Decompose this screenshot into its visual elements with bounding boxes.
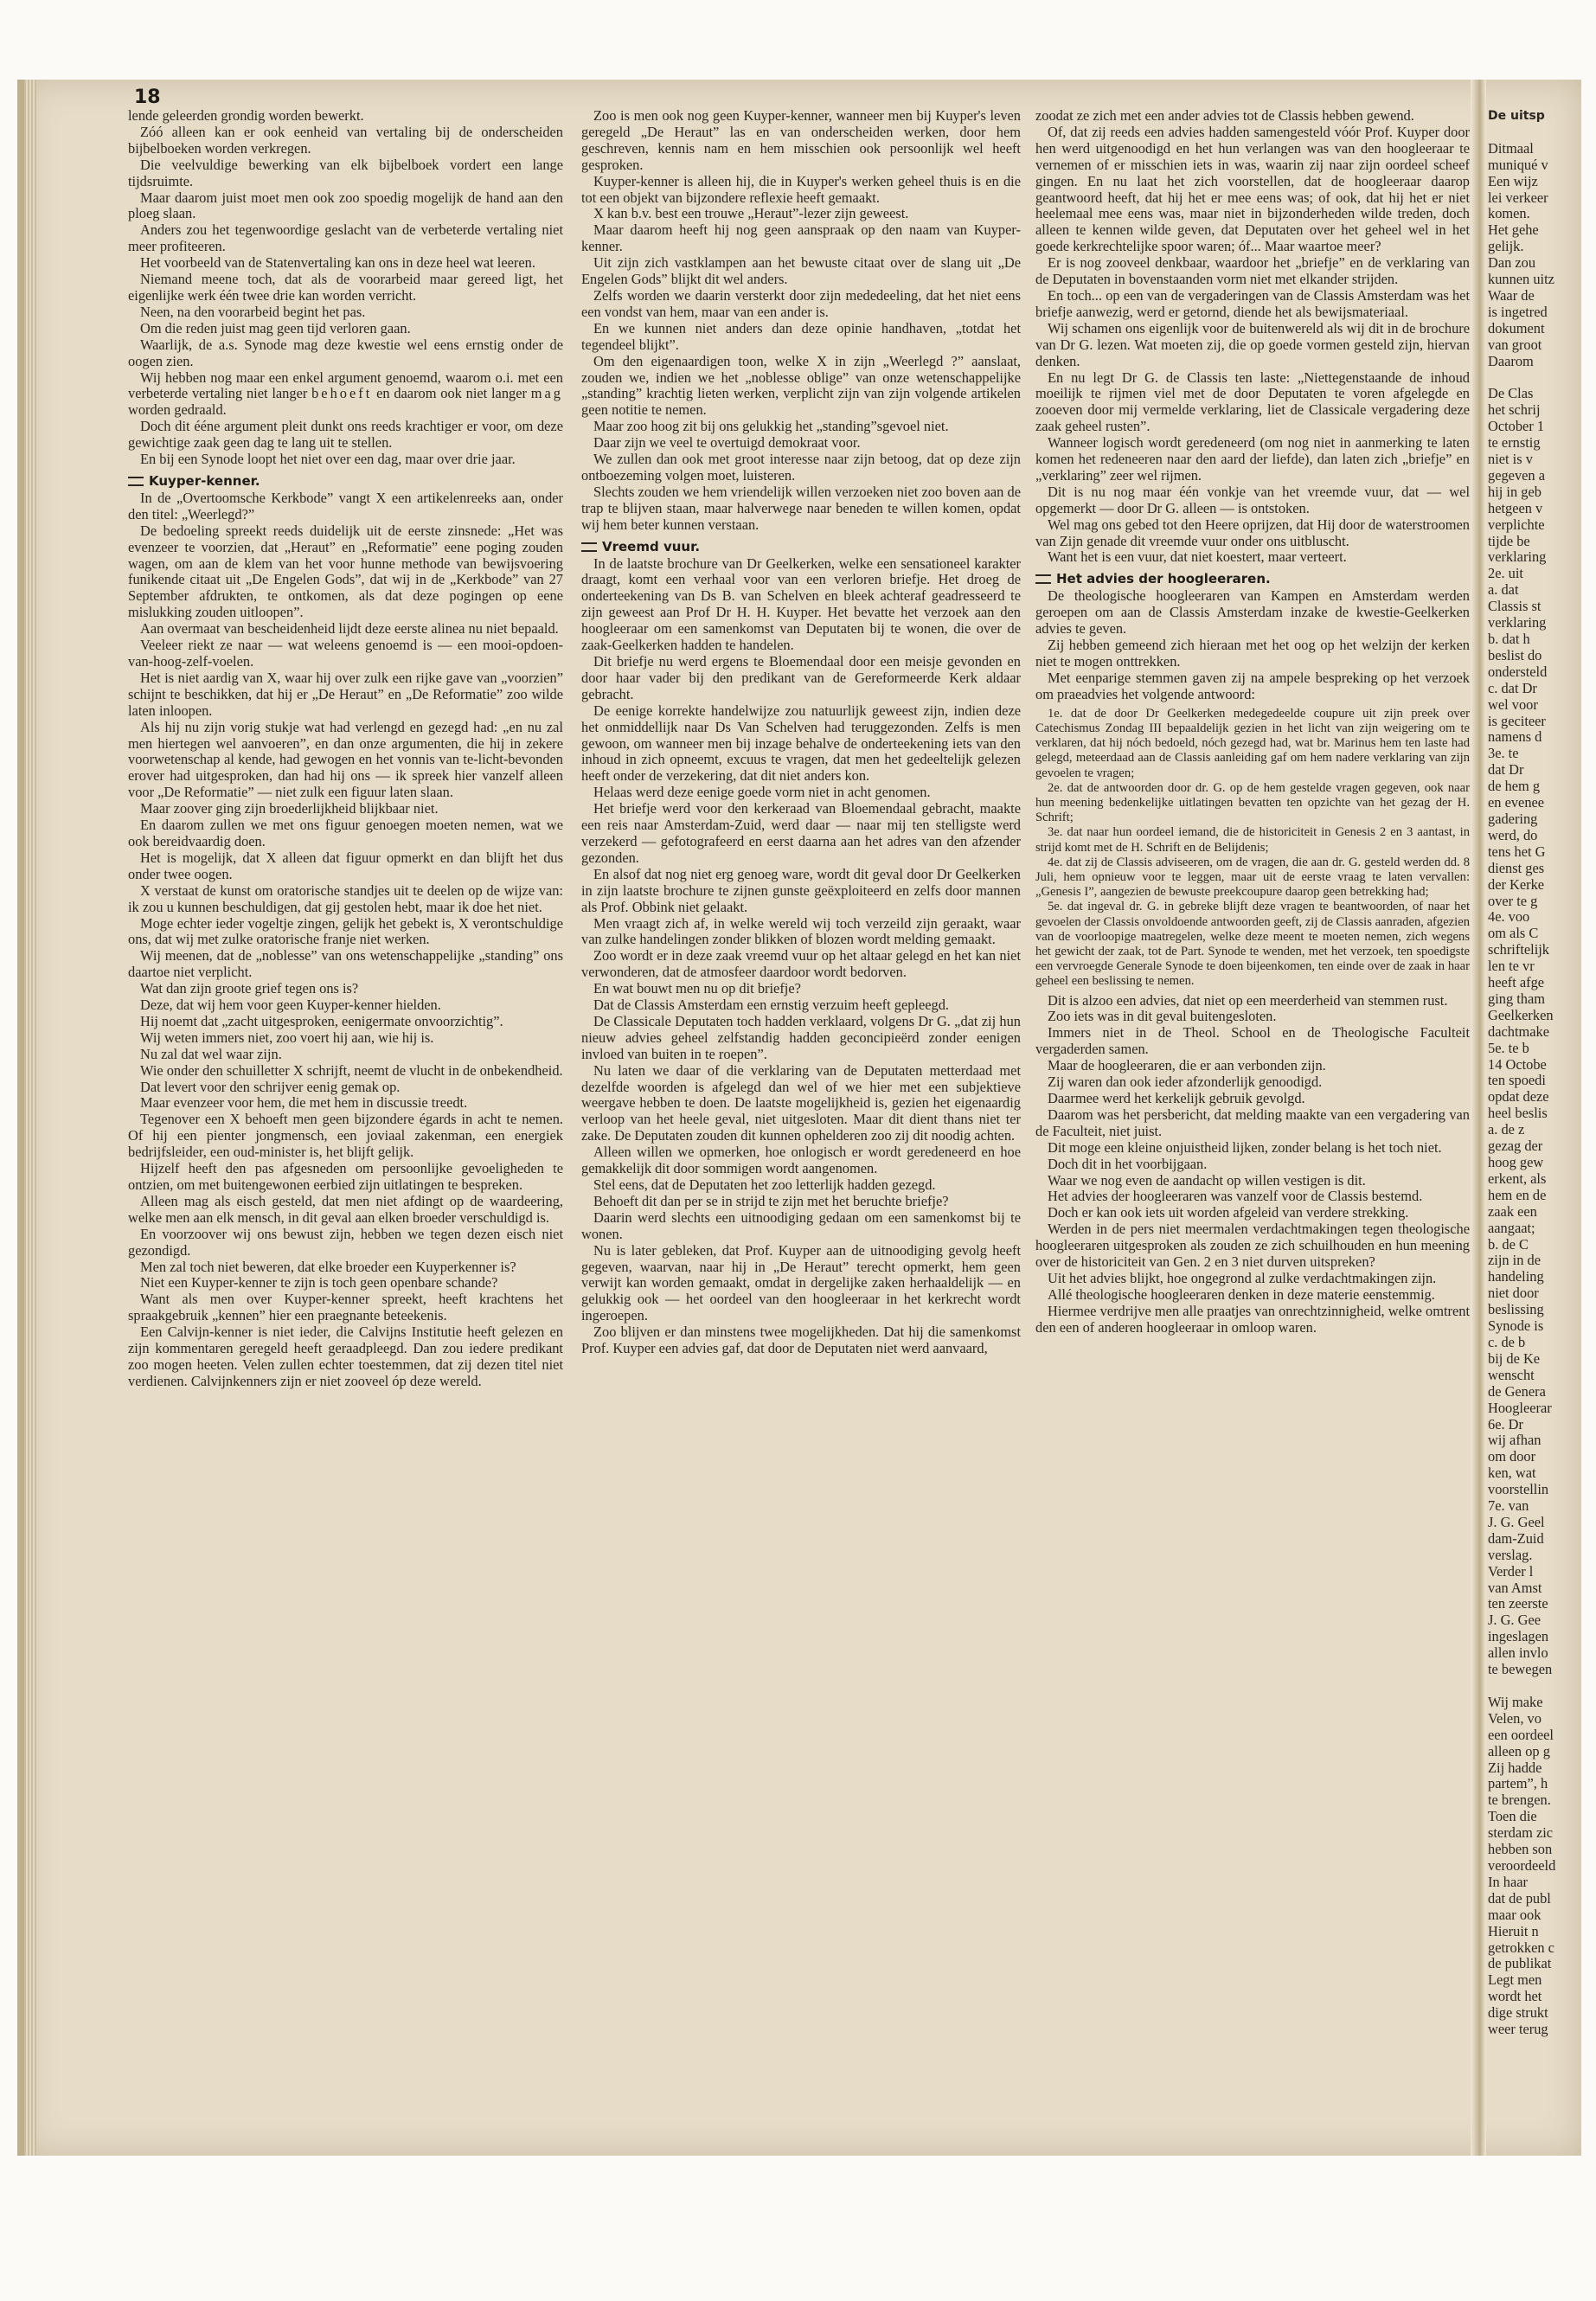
paragraph: Niemand meene toch, dat als de voorarbeid maar gereed ligt, het eigenlijke werk één twee drie kan worden verricht. [128, 271, 563, 304]
cropped-line: lei verkeer [1488, 189, 1548, 206]
section-heading [128, 473, 563, 489]
cropped-line: J. G. Gee [1488, 1612, 1541, 1629]
cropped-line: de publikat [1488, 1955, 1552, 1972]
cropped-line: ging tham [1488, 990, 1546, 1007]
column-3 [1035, 108, 1470, 1336]
spaced-emphasis: behoeft [311, 385, 373, 402]
cropped-line: Synode is [1488, 1317, 1544, 1335]
cropped-line: van groot [1488, 336, 1542, 353]
cropped-line: het schrij [1488, 401, 1541, 419]
cropped-line: werd, do [1488, 826, 1538, 843]
paragraph: Wel mag ons gebed tot den Heere oprijzen, dat Hij door de waterstroomen van Zijn genade dit vreemde vuur onder ons uitbluscht. [1035, 516, 1470, 549]
cropped-line: om door [1488, 1448, 1536, 1465]
cropped-line: verslag. [1488, 1546, 1533, 1563]
cropped-line: heel beslis [1488, 1105, 1548, 1122]
cropped-line: maar ook [1488, 1906, 1542, 1923]
paragraph: Slechts zouden we hem vriendelijk willen verzoeken niet zoo boven aan de trap te blijven staan, maar halverwege naar beneden te willen komen, opdat wij hem beter kunnen verstaan. [581, 483, 1021, 533]
cropped-line: Zij hadde [1488, 1759, 1542, 1776]
paragraph: Zoo is men ook nog geen Kuyper-kenner, wanneer men bij Kuyper's leven geregeld „De Heraut” las en van onderscheiden werken, door hem geschreven, kennis nam en hem misschien ook persoonlijk wel heeft gesproken. [581, 107, 1021, 173]
cropped-line: aangaat; [1488, 1219, 1535, 1236]
cropped-line: hij in geb [1488, 483, 1542, 500]
paragraph: De eenige korrekte handelwijze zou natuurlijk geweest zijn, indien deze het onmiddellijk naar Ds Van Schelven had teruggezonden. Zelfs is men gewoon, om wanneer men bij inzage behalve de onderteekening iets van den inhoud in zich opneemt, excuus te vragen, dat men het gedeeltelijk gelezen heeft onder de verzekering, dat dit niet anders kon. [581, 702, 1021, 785]
paragraph: Nu zal dat wel waar zijn. [140, 1045, 282, 1062]
paragraph: Maar zoo hoog zit bij ons gelukkig het „standing”sgevoel niet. [593, 418, 949, 435]
quote-item: 2e. dat de antwoorden door dr. G. op de hem gestelde vragen gegeven, ook naar hun meening bedenkelijke uitlatingen bevatten ten opzichte van het gezag der H. Schrift; [1035, 780, 1470, 825]
cropped-line: Het gehe [1488, 221, 1539, 239]
paragraph: Aan overmaat van bescheidenheid lijdt deze eerste alinea nu niet bepaald. [140, 620, 559, 638]
cropped-line: niet is v [1488, 451, 1533, 468]
paragraph: Dit is nu nog maar één vonkje van het vreemde vuur, dat — wel opgemerkt — door Dr G. alleen — is ontstoken. [1035, 483, 1470, 516]
cropped-line: wenscht [1488, 1366, 1535, 1383]
text-run: Wij hebben nog maar een enkel argument genoemd, waarom o.i. met een verbeterde vertaling niet langer [128, 369, 563, 402]
paragraph: Wat dan zijn groote grief tegen ons is? [140, 980, 359, 997]
paragraph: Waar we nog even de aandacht op willen vestigen is dit. [1048, 1171, 1366, 1189]
paragraph: Moge echter ieder vogeltje zingen, gelijk het gebekt is, X verontschuldige ons, dat wij met zulke oratorische franje niet werken. [128, 914, 563, 948]
cropped-line: beslist do [1488, 646, 1542, 663]
paragraph: Maar de hoogleeraren, die er aan verbonden zijn. [1048, 1057, 1326, 1074]
paragraph: Die veelvuldige bewerking van elk bijbelboek vordert een lange tijdsruimte. [128, 156, 563, 189]
paragraph: Immers niet in de Theol. School en de Theologische Faculteit vergaderden samen. [1035, 1024, 1470, 1058]
paragraph: Wij schamen ons eigenlijk voor de buitenwereld als wij dit in de brochure van Dr G. lezen. Wat moeten zij, die op goede vormen gesteld zijn, hiervan denken. [1035, 319, 1470, 369]
cropped-line: a. de z [1488, 1121, 1525, 1138]
page-fold [1471, 80, 1486, 2156]
cropped-line: weer terug [1488, 2021, 1548, 2038]
cropped-line: Waar de [1488, 286, 1535, 304]
cropped-line: 14 Octobe [1488, 1055, 1547, 1073]
cropped-line: ondersteld [1488, 663, 1548, 680]
cropped-line: hetgeen v [1488, 499, 1543, 516]
cropped-line: en evenee [1488, 794, 1545, 811]
cropped-line: Toen die [1488, 1808, 1537, 1825]
paragraph: Stel eens, dat de Deputaten het zoo letterlijk hadden gezegd. [593, 1176, 936, 1193]
cropped-line: voorstellin [1488, 1481, 1549, 1498]
paragraph: Zij waren dan ook ieder afzonderlijk genoodigd. [1048, 1074, 1323, 1091]
cropped-line: verplichte [1488, 516, 1545, 533]
cropped-line: zijn in de [1488, 1252, 1541, 1269]
cropped-line: Daarom [1488, 352, 1534, 369]
cropped-line: October 1 [1488, 418, 1545, 435]
cropped-line: hebben son [1488, 1841, 1553, 1858]
paragraph: Maar daarom juist moet men ook zoo spoedig mogelijk de hand aan den ploeg slaan. [128, 189, 563, 222]
cropped-line: 4e. voo [1488, 908, 1530, 926]
paragraph [128, 370, 563, 420]
cropped-line: a. dat [1488, 581, 1519, 599]
cropped-line: komen. [1488, 205, 1530, 222]
paragraph: Hijzelf heeft den pas afgesneden om persoonlijke gevoeligheden te ontzien, om met buitengewonen eerbied zijn uitlatingen te bespreken. [128, 1160, 563, 1193]
cropped-line: partem”, h [1488, 1775, 1548, 1792]
column-2 [581, 108, 1021, 1357]
cropped-line: 7e. van [1488, 1497, 1529, 1515]
cropped-line: een oordeel [1488, 1726, 1554, 1743]
cropped-line: Ditmaal [1488, 139, 1534, 157]
cropped-line: Geelkerken [1488, 1006, 1554, 1023]
cropped-line: dat de publ [1488, 1889, 1551, 1907]
paragraph: En bij een Synode loopt het niet over een dag, maar over drie jaar. [140, 451, 516, 468]
cropped-line: c. dat Dr [1488, 679, 1537, 696]
section-heading-text: Vreemd vuur. [602, 538, 701, 554]
cropped-line: Velen, vo [1488, 1709, 1542, 1727]
cropped-line: namens d [1488, 728, 1542, 746]
cropped-line: b. de C [1488, 1235, 1529, 1253]
paragraph: Daar zijn we veel te overtuigd demokraat voor. [593, 434, 861, 452]
paragraph: En voorzoover wij ons bewust zijn, hebben we tegen dezen eisch niet gezondigd. [128, 1225, 563, 1259]
cropped-line: Legt men [1488, 1971, 1542, 1989]
cropped-line: J. G. Geel [1488, 1513, 1545, 1530]
paragraph: Alleen willen we opmerken, hoe onlogisch er wordt geredeneerd en hoe gemakkelijk dit door sommigen wordt aangenomen. [581, 1144, 1021, 1177]
paragraph: Uit het advies blijkt, hoe ongegrond al zulke verdachtmakingen zijn. [1048, 1269, 1437, 1286]
paragraph: Want als men over Kuyper-kenner spreekt, heeft krachtens het spraakgebruik „kennen” hier een praegnante beteekenis. [128, 1291, 563, 1324]
paragraph: Men zal toch niet beweren, dat elke broeder een Kuyperkenner is? [140, 1258, 516, 1275]
cropped-line: muniqué v [1488, 156, 1548, 173]
paragraph: En alsof dat nog niet erg genoeg ware, wordt dit geval door Dr Geelkerken in zijn laatste brochure te zijnen gunste geëxploiteerd en zelfs door mannen als Prof. Obbink niet gelaakt. [581, 865, 1021, 915]
section-heading-text: Het advies der hoogleeraren. [1056, 571, 1271, 587]
paragraph: De theologische hoogleeraren van Kampen en Amsterdam werden geroepen om aan de Classis Amsterdam inzake de kwestie-Geelkerken advies te geven. [1035, 587, 1470, 638]
cropped-line: te ernstig [1488, 434, 1541, 452]
paragraph: Deze, dat wij hem voor geen Kuyper-kenner hielden. [140, 997, 441, 1014]
paragraph: Zij hebben gemeend zich hieraan met het oog op het welzijn der kerken niet te mogen onttrekken. [1035, 637, 1470, 670]
cropped-line: kunnen uitz [1488, 271, 1554, 288]
cropped-line: tijde be [1488, 532, 1530, 549]
cropped-line: In haar [1488, 1873, 1528, 1890]
section-heading [1035, 571, 1470, 586]
paragraph: Anders zou het tegenwoordige geslacht van de verbeterde vertaling niet meer profiteeren. [128, 221, 563, 255]
cropped-line: Verder l [1488, 1562, 1534, 1580]
section-heading [581, 539, 1021, 554]
paragraph: De bedoeling spreekt reeds duidelijk uit de eerste zinsnede: „Het was evenzeer te voorzien, dat „Heraut” en „Reformatie” eene poging zouden wagen, om aan de klem van het voor hunne methode van bewijsvoering funikende citaat uit „De Engelen Gods”, dat wij in de „Kerkbode” van 27 September afdrukten, te ontkomen, als dat deze pogingen op eene mislukking zouden uitloopen”. [128, 522, 563, 621]
column-4-cropped [1488, 108, 1583, 2098]
paragraph: zoodat ze zich met een ander advies tot de Classis hebben gewend. [1035, 107, 1414, 124]
paragraph: Want het is een vuur, dat niet koestert, maar verteert. [1048, 548, 1347, 566]
cropped-line: ingeslagen [1488, 1628, 1549, 1645]
paragraph: Wanneer logisch wordt geredeneerd (om nog niet in aanmerking te laten komen het redeneeren naar den aard der liefde), dan laten zich „briefje” en „verklaring” zeer wel rijmen. [1035, 434, 1470, 484]
page-number: 18 [134, 87, 161, 108]
paragraph: Nu is later gebleken, dat Prof. Kuyper aan de uitnoodiging gevolg heeft gegeven, waarvan, naar hij in „De Heraut” terecht opmerkt, hem geen verwijt kan worden gemaakt, omdat in dergelijke zaken herhaaldelijk — en gelukkig ook — het oordeel van den hoogleeraar in het kerkrecht wordt ingeroepen. [581, 1241, 1021, 1324]
paragraph: Of, dat zij reeds een advies hadden samengesteld vóór Prof. Kuyper door hen werd uitgenoodigd en het hun verlangen was van den hoogleeraar te vernemen of er misschien iets in was, waarin zij naar zijn oordeel scheef gingen. En nu laat het zich voorstellen, dat de hoogleeraar daarop geantwoord heeft, dat hij het er mee eens was; of ook, dat hij het er niet heelemaal mee eens was, maar niet in bijzonderheden wilde treden, doch alleen te kennen wilde geven, dat Deputaten over het geheel wel in het goede kerkrechtelijke spoor waren; óf... Maar waartoe meer? [1035, 123, 1470, 255]
cropped-line: hem en de [1488, 1186, 1547, 1203]
paragraph: Hij noemt dat „zacht uitgesproken, eenigermate onvoorzichtig”. [140, 1012, 503, 1029]
paragraph: Daarom was het persbericht, dat melding maakte van een vergadering van de Faculteit, niet juist. [1035, 1106, 1470, 1139]
cropped-line: dachtmake [1488, 1022, 1549, 1040]
paragraph: Met eenparige stemmen gaven zij na ampele bespreking op het verzoek om praeadvies het volgende antwoord: [1035, 669, 1470, 702]
quote-item: 5e. dat ingeval dr. G. in gebreke blijft deze vragen te beantwoorden, of naar het gevoelen der Classis onvoldoende antwoorden geeft, zij de Classis aanraden, afgezien van de voorloopige maatregelen, welke deze meent te moeten nemen, zich wegens het gewicht der zaak, tot de Part. Synode te wenden, met het verzoek, ten spoedigste een vervroegde Generale Synode te doen bijeenkomen, ten einde over de zaak in haar geheel een beslissing te nemen. [1035, 900, 1470, 989]
cropped-line: Dan zou [1488, 254, 1536, 272]
cropped-line: te brengen. [1488, 1791, 1551, 1809]
cropped-line: wij afhan [1488, 1432, 1542, 1449]
cropped-line: 3e. te [1488, 745, 1519, 762]
paragraph: Zóó alleen kan er ook eenheid van vertaling bij de onderscheiden bijbelboeken worden verkregen. [128, 123, 563, 157]
cropped-line: verklaring [1488, 548, 1547, 566]
cropped-line: de Genera [1488, 1382, 1546, 1400]
cropped-line [1488, 1678, 1583, 1695]
paragraph: Daarmee werd het kerkelijk gebruik gevolgd. [1048, 1090, 1305, 1107]
cropped-line: bij de Ke [1488, 1349, 1541, 1367]
cropped-line: wordt het [1488, 1988, 1542, 2005]
heading-rule-icon [581, 542, 597, 552]
paragraph: Zoo iets was in dit geval buitengesloten. [1048, 1008, 1277, 1025]
paragraph: Waarlijk, de a.s. Synode mag deze kwestie wel eens ernstig onder de oogen zien. [128, 336, 563, 369]
cropped-line: wel voor [1488, 695, 1538, 713]
paragraph: We zullen dan ook met groot interesse naar zijn betoog, dat op deze zijn ontboezeming volgen moet, luisteren. [581, 451, 1021, 484]
cropped-line: dat Dr [1488, 761, 1524, 779]
paragraph: Wie onder den schuilletter X schrijft, neemt de vlucht in de onbekendheid. [140, 1061, 563, 1079]
cropped-line: tens het G [1488, 843, 1546, 860]
cropped-line: dige strukt [1488, 2004, 1548, 2022]
paragraph: Allé theologische hoogleeraren denken in deze materie eenstemmig. [1048, 1285, 1435, 1303]
paragraph: Dit briefje nu werd ergens te Bloemendaal door een meisje gevonden en door haar vader bij den predikant van de Gereformeerde Kerk aldaar gebracht. [581, 653, 1021, 702]
paragraph: In de „Overtoomsche Kerkbode” vangt X een artikelenreeks aan, onder den titel: „Weerlegd?” [128, 489, 563, 522]
paragraph: In de laatste brochure van Dr Geelkerken, welke een sensationeel karakter draagt, komt een verhaal voor van een verloren briefje. Het droeg de onderteekening van Ds B. van Schelven en bleek achteraf geadresseerd te zijn geweest aan Prof Dr H. H. Kuyper. Het bevatte het verzoek aan den hoogleeraar om een samenkomst van Deputaten bij te wonen, die over de zaak-Geelkerken hadden te handelen. [581, 554, 1021, 654]
paragraph: X verstaat de kunst om oratorische standjes uit te deelen op de wijze van: ik zou u kunnen beschuldigen, dat gij gestolen hebt, maar ik doe het niet. [128, 881, 563, 915]
paragraph: Dit moge een kleine onjuistheid lijken, zonder belang is het toch niet. [1048, 1138, 1442, 1156]
cropped-line: len te vr [1488, 958, 1535, 975]
advice-quote [1035, 707, 1470, 990]
cropped-line: 6e. Dr [1488, 1415, 1523, 1433]
text-run: worden gedraald. [128, 401, 227, 419]
cropped-line: dienst ges [1488, 859, 1545, 876]
paragraph: Het is mogelijk, dat X alleen dat figuur opmerkt en dan blijft het dus onder twee oogen. [128, 849, 563, 882]
quote-item: 4e. dat zij de Classis adviseeren, om de vragen, die aan dr. G. gesteld werden dd. 8 Juli, hem opnieuw voor te leggen, maar uit de eerste vraag te laten vervallen: „Genesis I”, aangezien de bewuste preekcoupure daarop geen betrekking had; [1035, 855, 1470, 900]
cropped-line [1488, 125, 1583, 141]
paragraph: Om den eigenaardigen toon, welke X in zijn „Weerlegd ?” aanslaat, zouden we, indien we het „noblesse oblige” van onze wetenschappelijke „standing” krachtig lieten werken, verplicht zijn van zijn volgende artikelen geen notitie te nemen. [581, 352, 1021, 419]
cropped-line: b. dat h [1488, 631, 1530, 647]
cropped-line: Een wijz [1488, 172, 1538, 189]
cropped-line: Wij make [1488, 1693, 1543, 1710]
paragraph: Doch er kan ook iets uit worden afgeleid van verdere strekking. [1048, 1204, 1409, 1221]
cropped-line: opdat deze [1488, 1088, 1549, 1106]
cropped-line: Classis st [1488, 598, 1542, 615]
cropped-line: de hem g [1488, 778, 1541, 795]
cropped-line: alleen op g [1488, 1742, 1550, 1759]
cropped-line: over te g [1488, 892, 1538, 909]
paragraph: Dat de Classis Amsterdam een ernstig verzuim heeft gepleegd. [593, 997, 950, 1014]
paragraph: Een Calvijn-kenner is niet ieder, die Calvijns Institutie heeft gelezen en zijn kommentaren geregeld heeft geraadpleegd. Dan zou iedere predikant zoo mogen heeten. Velen zullen echter toestemmen, dat zij dezen titel niet verdienen. Calvijnkenners zijn er niet zooveel óp deze wereld. [128, 1324, 563, 1389]
text-run: en daarom ook niet langer [376, 385, 527, 402]
cropped-line: veroordeeld [1488, 1856, 1556, 1874]
cropped-line: van Amst [1488, 1579, 1542, 1596]
cropped-line: 2e. uit [1488, 565, 1523, 582]
paragraph: Veeleer riekt ze naar — wat weleens genoemd is — een mooi-opdoen-van-hoog-zelf-voelen. [128, 637, 563, 670]
cropped-line: ten zeerste [1488, 1595, 1548, 1612]
cropped-line: heeft afge [1488, 974, 1545, 991]
cropped-line: ten spoedi [1488, 1072, 1546, 1089]
cropped-line: De Clas [1488, 385, 1534, 402]
paragraph: Daarin werd slechts een uitnoodiging gedaan om een samenkomst bij te wonen. [581, 1208, 1021, 1242]
paragraph: Het is niet aardig van X, waar hij over zulk een rijke gave van „voorzien” schijnt te beschikken, dat hij er „De Heraut” en „De Reformatie” zoo wilde laten inloopen. [128, 669, 563, 719]
cropped-line: sterdam zic [1488, 1824, 1554, 1842]
cropped-line: gelijk. [1488, 238, 1524, 255]
paragraph: Zoo wordt er in deze zaak vreemd vuur op het altaar gelegd en het kan niet verwonderen, dat de atmosfeer daardoor wordt bedorven. [581, 947, 1021, 981]
page-edge-stack [24, 80, 36, 2156]
section-heading-text: De uitsp [1488, 109, 1545, 123]
paragraph: Er is nog zooveel denkbaar, waardoor het „briefje” en de verklaring van de Deputaten in bovenstaanden vorm niet met elkander strijden. [1035, 254, 1470, 288]
cropped-line: beslissing [1488, 1301, 1544, 1318]
paragraph: Neen, na den voorarbeid begint het pas. [140, 303, 366, 320]
paragraph: Doch dit ééne argument pleit dunkt ons reeds krachtiger er voor, om deze gewichtige zaak geen dag te lang uit te stellen. [128, 418, 563, 452]
cropped-line [1488, 370, 1583, 387]
cropped-line: der Kerke [1488, 875, 1545, 893]
paragraph: Zoo blijven er dan minstens twee mogelijkheden. Dat hij die samenkomst Prof. Kuyper een advies gaf, dat door de Deputaten niet werd aanvaard, [581, 1324, 1021, 1357]
paragraph: Uit zijn zich vastklampen aan het bewuste citaat over de slang uit „De Engelen Gods” blijkt dit wel anders. [581, 254, 1021, 288]
quote-item: 1e. dat de door Dr Geelkerken medegedeelde coupure uit zijn preek over Catechismus Zondag III bepaaldelijk gezien in het licht van zijn weigering om te verklaren, dat hij nóch bedoeld, nóch gezegd had, wat br. Marinus hem ten laste had gelegd, meteerdaad aan de Classis aanleiding gaf om hem nadere verklaring van zijn gevoelen te vragen; [1035, 706, 1470, 780]
cropped-line: handeling [1488, 1268, 1544, 1285]
paragraph: En nu legt Dr G. de Classis ten laste: „Niettegenstaande de inhoud moeilijk te rijmen viel met de door Deputaten te voren afgelegde en zooeven door mij vermelde verklaring, liet de Classicale vergadering deze zaak geheel rusten”. [1035, 369, 1470, 435]
paragraph: Dit is alzoo een advies, dat niet op een meerderheid van stemmen rust. [1048, 991, 1448, 1009]
paragraph: Het briefje werd voor den kerkeraad van Bloemendaal gebracht, maakte een reis naar Amsterdam-Zuid, werd daar — naar mij ten stelligste werd verzekerd — gefotografeerd en eerst daarna aan het adres van den afzender gezonden. [581, 800, 1021, 866]
cropped-line: dokument [1488, 319, 1545, 336]
paragraph: Wij weten immers niet, zoo voert hij aan, wie hij is. [140, 1029, 434, 1046]
cropped-line: getrokken c [1488, 1939, 1554, 1956]
cropped-line: ken, wat [1488, 1465, 1536, 1482]
section-heading-text: Kuyper-kenner. [149, 472, 260, 489]
cropped-line: erkent, als [1488, 1170, 1547, 1187]
paragraph: Werden in de pers niet meermalen verdachtmakingen tegen theologische hoogleeraren uitgesproken als zouden ze zich schuilhouden en hun meening over de historiciteit van Gen. 2 en 3 niet durven uitspreken? [1035, 1221, 1470, 1271]
paragraph: Hiermee verdrijve men alle praatjes van onrechtzinnigheid, welke omtrent den een of anderen hoogleeraar in omloop waren. [1035, 1302, 1470, 1336]
cropped-line: is geciteer [1488, 712, 1546, 729]
paragraph: Helaas werd deze eenige goede vorm niet in acht genomen. [593, 784, 931, 801]
heading-rule-icon [128, 477, 144, 486]
cropped-line: gegeven a [1488, 466, 1545, 484]
cropped-line: Hoogleerar [1488, 1399, 1552, 1416]
cropped-line: schriftelijk [1488, 941, 1550, 958]
heading-rule-icon [1035, 574, 1051, 584]
quote-item: 3e. dat naar hun oordeel iemand, die de historiciteit in Genesis 2 en 3 aantast, in strijd komt met de H. Schrift en de Belijdenis; [1035, 825, 1470, 855]
paragraph: Alleen mag als eisch gesteld, dat men niet afdingt op de waardeering, welke men aan elk mensch, in dit geval aan elken broeder verschuldigd is. [128, 1192, 563, 1226]
paragraph: lende geleerden grondig worden bewerkt. [128, 107, 364, 124]
paragraph: En toch... op een van de vergaderingen van de Classis Amsterdam was het briefje aanwezig, werd er getornd, diende het als bewijsmateriaal. [1035, 286, 1470, 320]
cropped-line: zaak een [1488, 1202, 1537, 1220]
paragraph: Nu laten we daar of die verklaring van de Deputaten metterdaad met dezelfde woorden is afgelegd dan wel of we hier met een subjektieve weergave hebben te doen. De laatste mogelijkheid is, gezien het eigenaardig verloop van het heele geval, niet uitgesloten. Maar dit dient thans niet ter zake. De Deputaten zouden dit kunnen ophelderen zoo zij dit noodig achten. [581, 1061, 1021, 1144]
cropped-line: niet door [1488, 1285, 1539, 1302]
cropped-line: dam-Zuid [1488, 1529, 1544, 1547]
paragraph: Het advies der hoogleeraren was vanzelf voor de Classis bestemd. [1048, 1188, 1423, 1205]
cropped-line: allen invlo [1488, 1644, 1548, 1662]
cropped-line: is ingetred [1488, 303, 1548, 320]
cropped-line: hoog gew [1488, 1154, 1544, 1170]
cropped-line: 5e. te b [1488, 1039, 1529, 1056]
column-1 [128, 108, 563, 1390]
paragraph: Om die reden juist mag geen tijd verloren gaan. [140, 319, 411, 336]
paragraph: Als hij nu zijn vorig stukje wat had verlengd en gezegd had: „en nu zal men hiertegen wel aanvoeren”, en dan onze argumenten, die hij in zekere voorwetenschap al kende, had gewogen en het vonnis van te-licht-bevonden erover had uitgesproken, dan had hij ons — ik spreek hier vanzelf alleen voor „De Reformatie” — niet zulk een figuur laten slaan. [128, 718, 563, 801]
cropped-line: gadering [1488, 810, 1538, 827]
paragraph: Behoeft dit dan per se in strijd te zijn met het beruchte briefje? [593, 1192, 949, 1209]
paragraph: Men vraagt zich af, in welke wereld wij toch verzeild zijn geraakt, waar van zulke handelingen zonder blikken of blozen wordt melding gemaakt. [581, 914, 1021, 948]
paragraph: Maar zoover ging zijn broederlijkheid blijkbaar niet. [140, 800, 439, 817]
paragraph: Maar evenzeer voor hem, die met hem in discussie treedt. [140, 1094, 468, 1112]
cropped-line: te bewegen [1488, 1661, 1553, 1678]
spaced-emphasis: mag [530, 385, 563, 402]
cropped-line: Hieruit n [1488, 1922, 1539, 1939]
paragraph: Kuyper-kenner is alleen hij, die in Kuyper's werken geheel thuis is en die tot een objekt van bijzondere reflexie heeft gemaakt. [581, 172, 1021, 206]
paragraph: Maar daarom heeft hij nog geen aanspraak op den naam van Kuyper-kenner. [581, 221, 1021, 255]
paragraph: Zelfs worden we daarin versterkt door zijn mededeeling, dat het niet eens een vondst van hem, maar van een ander is. [581, 286, 1021, 320]
paragraph: Het voorbeeld van de Statenvertaling kan ons in deze heel wat leeren. [140, 254, 535, 272]
cropped-line: om als C [1488, 925, 1539, 942]
paragraph: X kan b.v. best een trouwe „Heraut”-lezer zijn geweest. [593, 205, 909, 222]
paragraph: Doch dit in het voorbijgaan. [1048, 1155, 1208, 1172]
paragraph: Tegenover een X behoeft men geen bijzondere égards in acht te nemen. Of hij een pienter jongmensch, een joviaal zakenman, een energiek bedrijfsleider, een oud-minister is, het blijft gelijk. [128, 1111, 563, 1161]
paragraph: En wat bouwt men nu op dit briefje? [593, 980, 801, 997]
paragraph: Dat levert voor den schrijver eenig gemak op. [140, 1078, 401, 1095]
paragraph: De Classicale Deputaten toch hadden verklaard, volgens Dr G. „dat zij hun nieuw advies geheel zelfstandig hadden geconcipieërd zonder eenigen invloed van buiten in te roepen”. [581, 1012, 1021, 1062]
paragraph: En daarom zullen we met ons figuur genoegen moeten nemen, wat we ook bereidvaardig doen. [128, 817, 563, 849]
cropped-line: c. de b [1488, 1333, 1526, 1350]
paragraph: Wij meenen, dat de „noblesse” van ons wetenschappelijke „standing” ons daartoe niet verplicht. [128, 947, 563, 981]
cropped-line: gezag der [1488, 1138, 1543, 1155]
cropped-line: verklaring [1488, 614, 1547, 631]
paragraph: Niet een Kuyper-kenner te zijn is toch geen openbare schande? [140, 1274, 498, 1292]
paragraph: En we kunnen niet anders dan deze opinie handhaven, „totdat het tegendeel blijkt”. [581, 319, 1021, 353]
